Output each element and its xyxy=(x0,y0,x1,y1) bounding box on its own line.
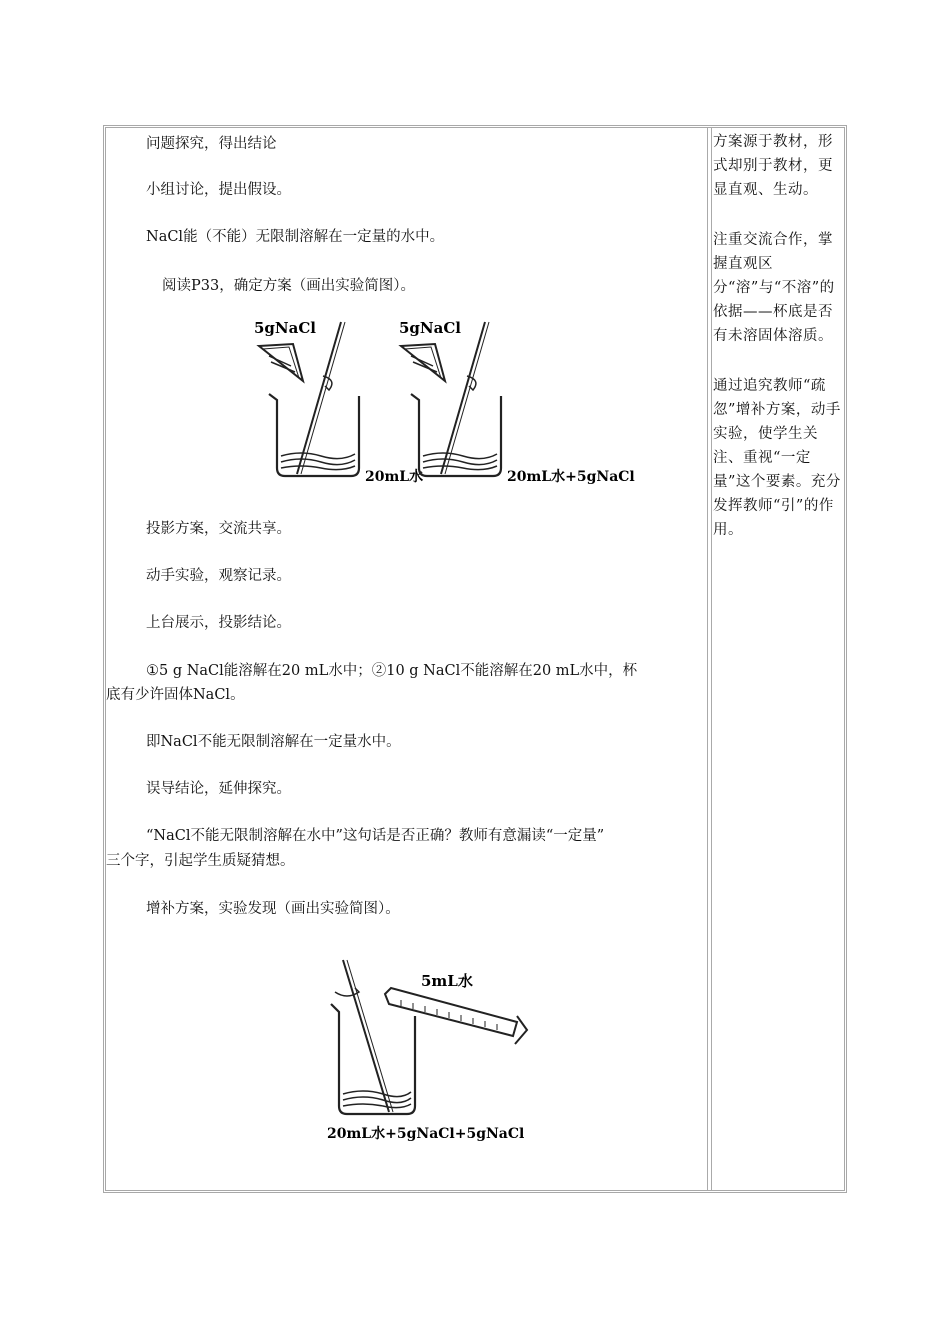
paragraph-10: 误导结论，延伸探究。 xyxy=(146,781,291,797)
main-column xyxy=(106,128,706,1190)
figure1-left-label: 5gNaCl xyxy=(254,319,316,337)
salt-paper-right xyxy=(401,344,445,381)
figure1-right-label: 5gNaCl xyxy=(399,319,461,337)
paragraph-6: 动手实验，观察记录。 xyxy=(146,568,291,584)
paragraph-11-line-2: 三个字，引起学生质疑猜想。 xyxy=(106,853,295,869)
side-note-3: 通过追究教师“疏忽”增补方案，动手实验，使学生关注、重视“一定量”这个要素。充分发挥教师“引”的作用。 xyxy=(713,378,841,538)
paragraph-1: 问题探究，得出结论 xyxy=(146,136,277,152)
experiment-figure-1 xyxy=(241,316,635,486)
paragraph-2: 小组讨论，提出假设。 xyxy=(146,182,291,198)
experiment-figure-2 xyxy=(321,956,551,1141)
paragraph-4: 阅读P33，确定方案（画出实验简图）。 xyxy=(162,278,415,294)
stirring-rod-2 xyxy=(335,960,393,1112)
paragraph-12: 增补方案，实验发现（画出实验简图）。 xyxy=(146,901,400,917)
stirring-rod-left xyxy=(297,322,345,474)
stirring-rod-right xyxy=(441,322,489,474)
side-note-1: 方案源于教材，形式却别于教材，更显直观、生动。 xyxy=(713,134,833,198)
graduated-cylinder xyxy=(385,988,527,1044)
paragraph-8-line-1: ①5 g NaCl能溶解在20 mL水中；②10 g NaCl不能溶解在20 mL水中，杯 xyxy=(146,663,638,679)
salt-paper-left xyxy=(259,344,303,381)
paragraph-3: NaCl能（不能）无限制溶解在一定量的水中。 xyxy=(146,229,445,245)
figure2-bottom-label: 20mL水+5gNaCl+5gNaCl xyxy=(327,1126,525,1142)
paragraph-11-line-1: “NaCl不能无限制溶解在水中”这句话是否正确？教师有意漏读“一定量” xyxy=(146,828,605,844)
notes-column xyxy=(711,128,847,1190)
side-note-2: 注重交流合作，掌握直观区分“溶”与“不溶”的依据——杯底是否有未溶固体溶质。 xyxy=(713,232,835,344)
figure1-right-bottom: 20mL水+5gNaCl xyxy=(507,469,635,485)
figure2-cylinder-label: 5mL水 xyxy=(421,972,473,990)
paragraph-9: 即NaCl不能无限制溶解在一定量水中。 xyxy=(146,734,401,750)
paragraph-8-line-2: 底有少许固体NaCl。 xyxy=(106,687,245,703)
paragraph-7: 上台展示，投影结论。 xyxy=(146,615,291,631)
lesson-table xyxy=(103,125,847,1193)
figure1-left-bottom: 20mL水 xyxy=(365,469,424,485)
beaker-left xyxy=(269,394,359,476)
paragraph-5: 投影方案，交流共享。 xyxy=(146,521,291,537)
